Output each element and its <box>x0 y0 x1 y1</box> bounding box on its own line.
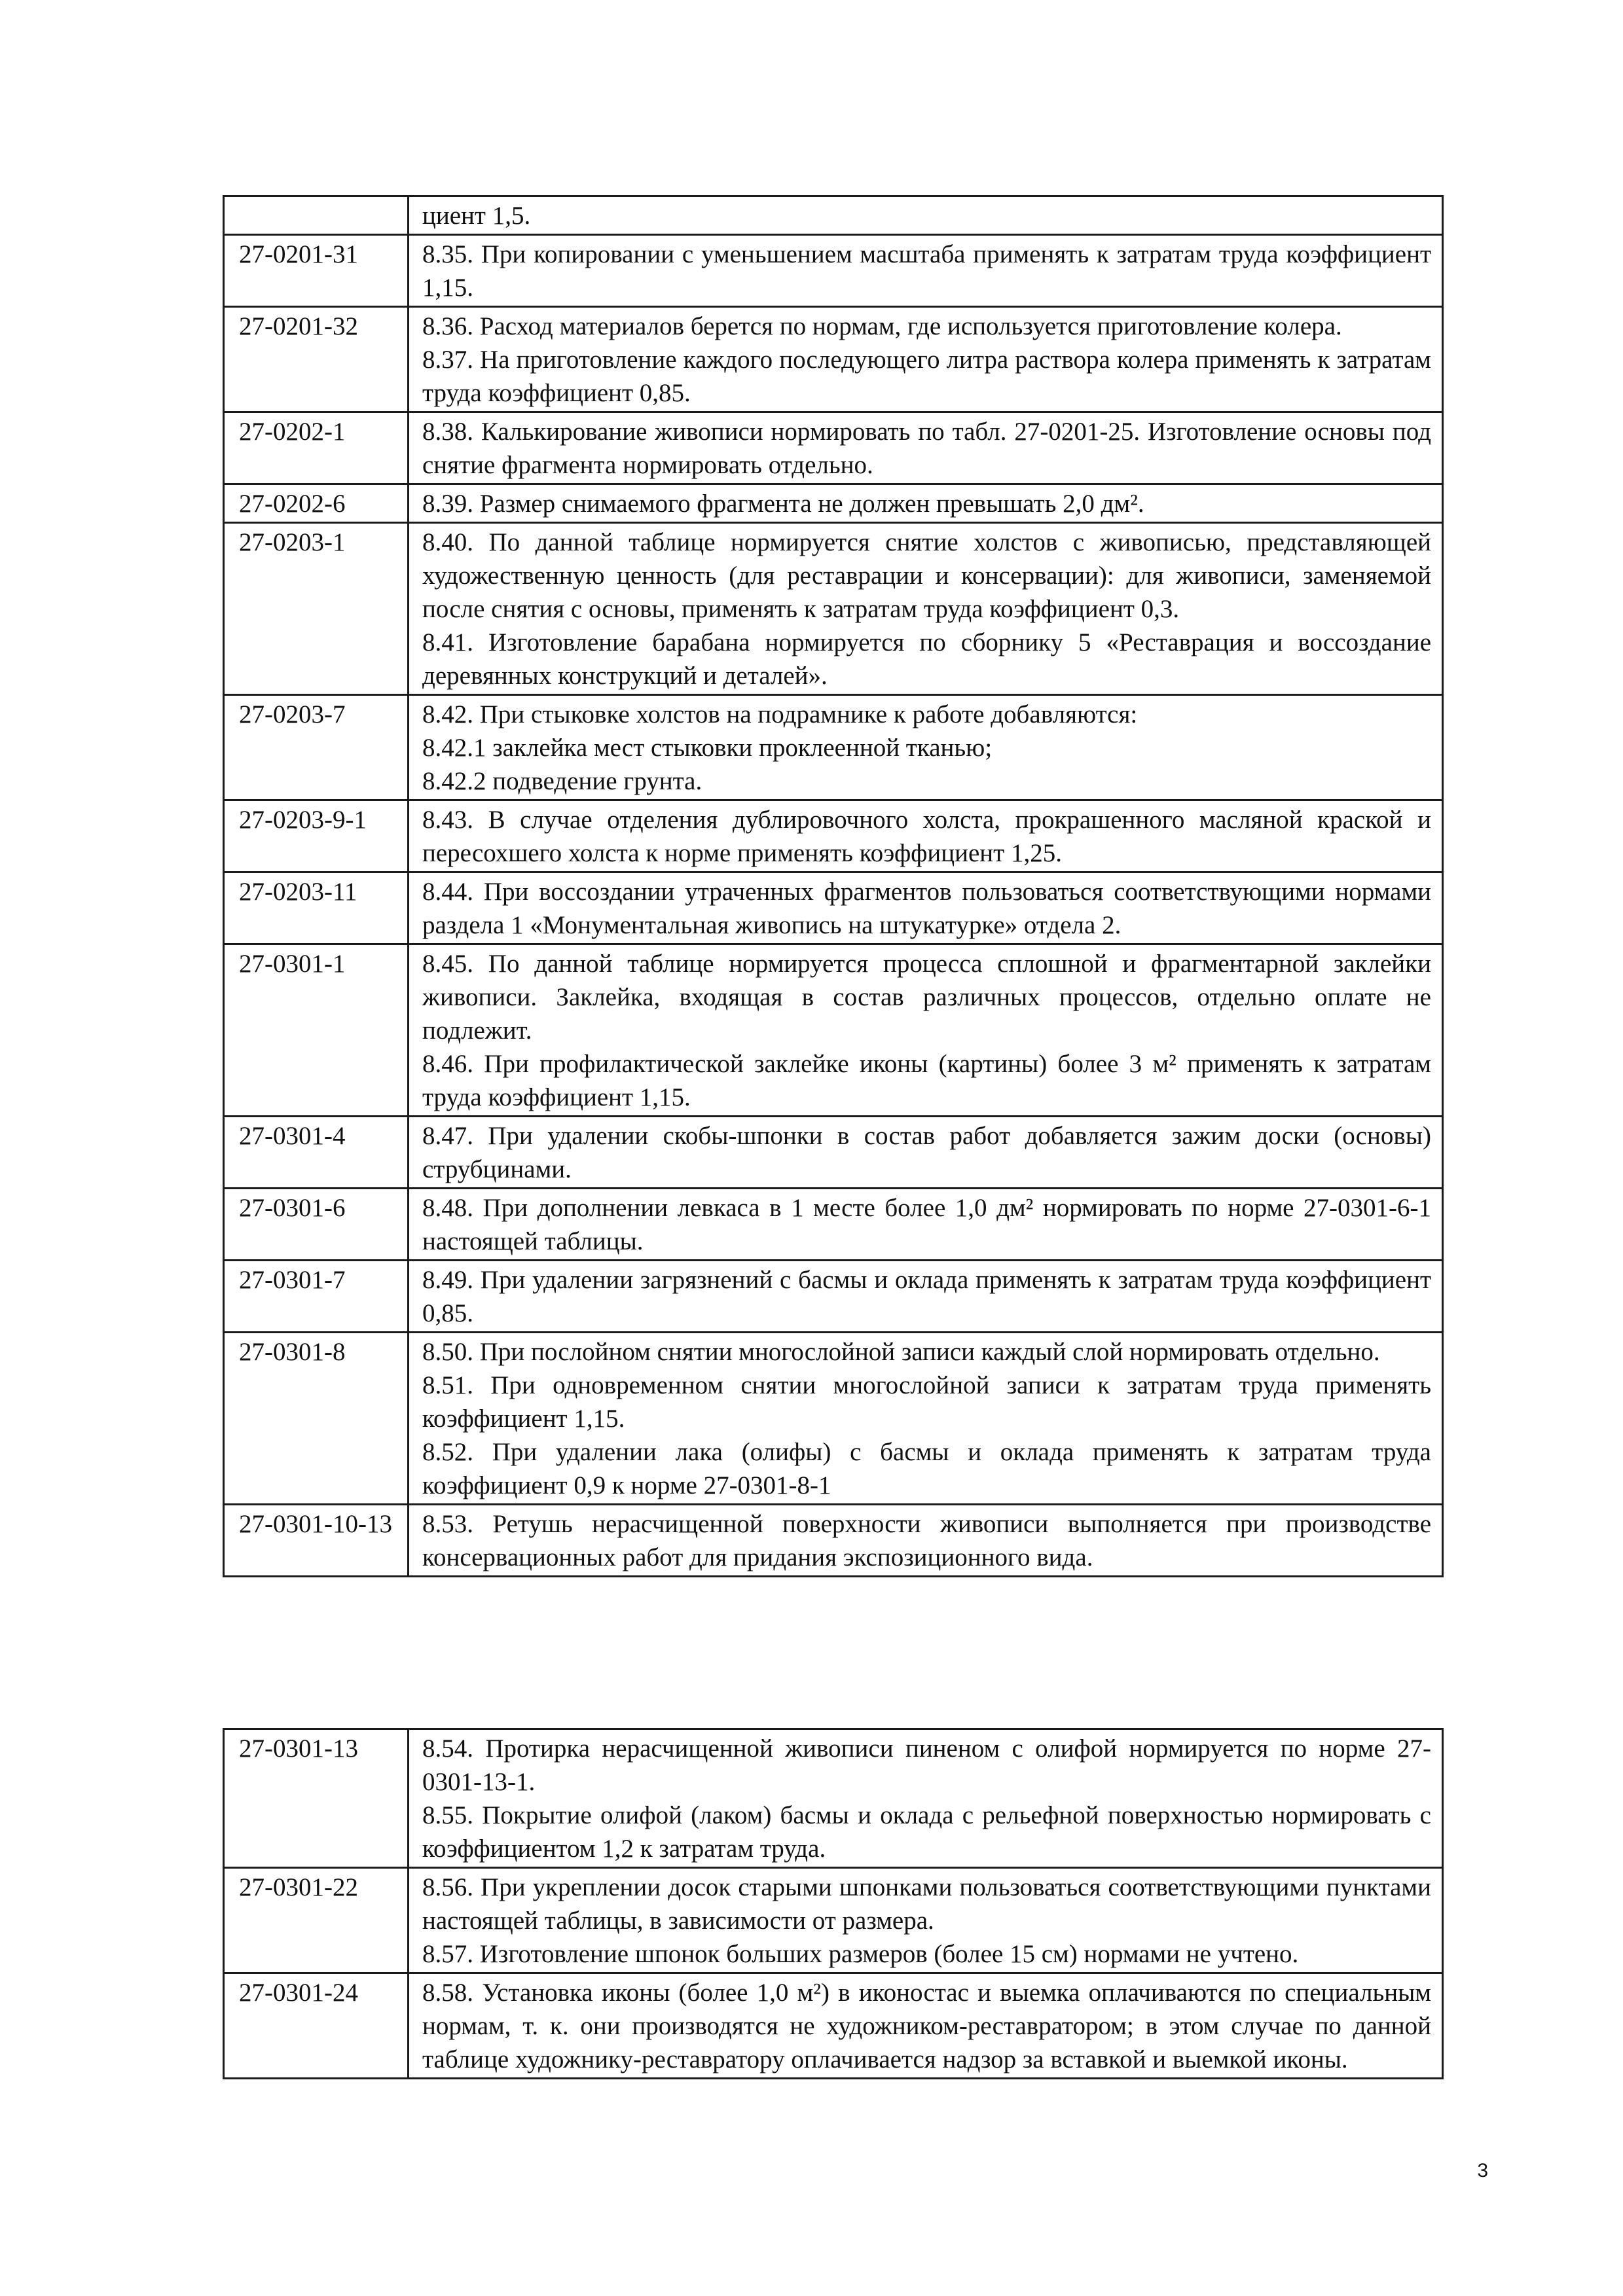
table-row <box>224 235 1443 307</box>
norm-code: 27-0202-6 <box>224 484 409 523</box>
note-paragraph: 8.54. Протирка нерасчищенной живописи пиненом с олифой нормируется по норме 27-0301-13-1. <box>422 1734 1431 1796</box>
note-paragraph: 8.57. Изготовление шпонок больших размеров (более 15 см) нормами не учтено. <box>422 1940 1299 1968</box>
note-paragraph: 8.41. Изготовление барабана нормируется по сборнику 5 «Реставрация и воссоздание деревянных конструкций и деталей». <box>422 628 1431 690</box>
note-paragraph: 8.58. Установка иконы (более 1,0 м²) в иконостас и выемка оплачиваются по специальным нормам, т. к. они производятся не художником-реставратором; в этом случае по данной таблице художнику-реставратору оплачивается надзор за вставкой и выемкой иконы. <box>422 1979 1431 2073</box>
note-paragraph: 8.50. При послойном снятии многослойной записи каждый слой нормировать отдельно. <box>422 1338 1380 1366</box>
table-row <box>224 307 1443 412</box>
norm-code: 27-0203-11 <box>224 872 409 944</box>
norm-code <box>224 196 409 235</box>
norm-notes <box>409 484 1443 523</box>
table-row <box>224 523 1443 695</box>
norm-notes <box>409 1505 1443 1577</box>
note-paragraph: 8.44. При воссоздании утраченных фрагментов пользоваться соответствующими нормами раздела 1 «Монументальная живопись на штукатурке» отдела 2. <box>422 878 1431 939</box>
table-row <box>224 1189 1443 1261</box>
note-paragraph: 8.52. При удалении лака (олифы) с басмы и оклада применять к затратам труда коэффициент 0,9 к норме 27-0301-8-1 <box>422 1438 1431 1499</box>
norms-table-bottom-body <box>224 1729 1443 2079</box>
norm-code: 27-0203-7 <box>224 695 409 800</box>
norm-notes <box>409 412 1443 484</box>
norm-notes <box>409 1729 1443 1868</box>
table-row <box>224 1333 1443 1505</box>
table-row <box>224 484 1443 523</box>
norm-code: 27-0203-1 <box>224 523 409 695</box>
note-paragraph: 8.42.1 заклейка мест стыковки проклеенной тканью; <box>422 734 993 762</box>
note-paragraph: 8.49. При удалении загрязнений с басмы и оклада применять к затратам труда коэффициент 0,85. <box>422 1266 1431 1327</box>
note-paragraph: 8.36. Расход материалов берется по нормам, где используется приготовление колера. <box>422 312 1342 340</box>
table-row <box>224 1261 1443 1333</box>
note-paragraph: 8.42. При стыковке холстов на подрамнике к работе добавляются: <box>422 700 1138 728</box>
norm-code: 27-0202-1 <box>224 412 409 484</box>
note-paragraph: 8.35. При копировании с уменьшением масштаба применять к затратам труда коэффициент 1,15. <box>422 240 1431 302</box>
table-row <box>224 872 1443 944</box>
note-paragraph: 8.48. При дополнении левкаса в 1 месте более 1,0 дм² нормировать по норме 27-0301-6-1 настоящей таблицы. <box>422 1194 1431 1255</box>
norm-code: 27-0201-31 <box>224 235 409 307</box>
norm-code: 27-0203-9-1 <box>224 800 409 872</box>
norm-notes <box>409 523 1443 695</box>
norm-notes <box>409 800 1443 872</box>
note-paragraph: 8.46. При профилактической заклейке иконы (картины) более 3 м² применять к затратам труда коэффициент 1,15. <box>422 1050 1431 1111</box>
note-paragraph: циент 1,5. <box>422 202 531 230</box>
note-paragraph: 8.47. При удалении скобы-шпонки в состав работ добавляется зажим доски (основы) струбцинами. <box>422 1122 1431 1183</box>
table-row <box>224 1973 1443 2079</box>
table-row <box>224 1505 1443 1577</box>
note-paragraph: 8.42.2 подведение грунта. <box>422 767 702 795</box>
norm-notes <box>409 307 1443 412</box>
norm-notes <box>409 1973 1443 2079</box>
note-paragraph: 8.55. Покрытие олифой (лаком) басмы и оклада с рельефной поверхностью нормировать с коэффициентом 1,2 к затратам труда. <box>422 1801 1431 1863</box>
norm-code: 27-0301-13 <box>224 1729 409 1868</box>
norm-notes <box>409 872 1443 944</box>
norms-table-top-body <box>224 196 1443 1577</box>
norms-table-top <box>223 195 1444 1577</box>
norm-code: 27-0301-7 <box>224 1261 409 1333</box>
norm-notes <box>409 1261 1443 1333</box>
norm-code: 27-0301-24 <box>224 1973 409 2079</box>
table-row <box>224 1868 1443 1973</box>
table-row <box>224 412 1443 484</box>
note-paragraph: 8.43. В случае отделения дублировочного холста, прокрашенного масляной краской и пересохшего холста к норме применять коэффициент 1,25. <box>422 806 1431 867</box>
norms-table-bottom <box>223 1728 1444 2079</box>
table-row <box>224 695 1443 800</box>
norm-notes <box>409 1117 1443 1189</box>
table-row <box>224 1729 1443 1868</box>
norm-notes <box>409 695 1443 800</box>
norm-code: 27-0301-1 <box>224 944 409 1117</box>
note-paragraph: 8.51. При одновременном снятии многослойной записи к затратам труда применять коэффициент 1,15. <box>422 1371 1431 1433</box>
note-paragraph: 8.56. При укреплении досок старыми шпонками пользоваться соответствующими пунктами настоящей таблицы, в зависимости от размера. <box>422 1873 1431 1935</box>
note-paragraph: 8.38. Калькирование живописи нормировать по табл. 27-0201-25. Изготовление основы под снятие фрагмента нормировать отдельно. <box>422 418 1431 479</box>
note-paragraph: 8.40. По данной таблице нормируется снятие холстов с живописью, представляющей художественную ценность (для реставрации и консервации): для живописи, заменяемой после снятия с основы, применять к затратам труда коэффициент 0,3. <box>422 528 1431 623</box>
norm-notes <box>409 1333 1443 1505</box>
table-row <box>224 944 1443 1117</box>
page-number: 3 <box>1477 2160 1488 2181</box>
norm-code: 27-0201-32 <box>224 307 409 412</box>
norm-code: 27-0301-22 <box>224 1868 409 1973</box>
note-paragraph: 8.53. Ретушь нерасчищенной поверхности живописи выполняется при производстве консервационных работ для придания экспозиционного вида. <box>422 1510 1431 1571</box>
norm-code: 27-0301-10-13 <box>224 1505 409 1577</box>
norm-notes <box>409 196 1443 235</box>
table-row <box>224 196 1443 235</box>
table-row <box>224 800 1443 872</box>
norm-code: 27-0301-8 <box>224 1333 409 1505</box>
table-row <box>224 1117 1443 1189</box>
norm-notes <box>409 1189 1443 1261</box>
norm-notes <box>409 1868 1443 1973</box>
norm-code: 27-0301-4 <box>224 1117 409 1189</box>
norm-notes <box>409 235 1443 307</box>
note-paragraph: 8.39. Размер снимаемого фрагмента не должен превышать 2,0 дм². <box>422 490 1144 518</box>
norm-notes <box>409 944 1443 1117</box>
note-paragraph: 8.37. На приготовление каждого последующего литра раствора колера применять к затратам труда коэффициент 0,85. <box>422 346 1431 407</box>
norm-code: 27-0301-6 <box>224 1189 409 1261</box>
note-paragraph: 8.45. По данной таблице нормируется процесса сплошной и фрагментарной заклейки живописи. Заклейка, входящая в состав различных процессов, отдельно оплате не подлежит. <box>422 950 1431 1045</box>
